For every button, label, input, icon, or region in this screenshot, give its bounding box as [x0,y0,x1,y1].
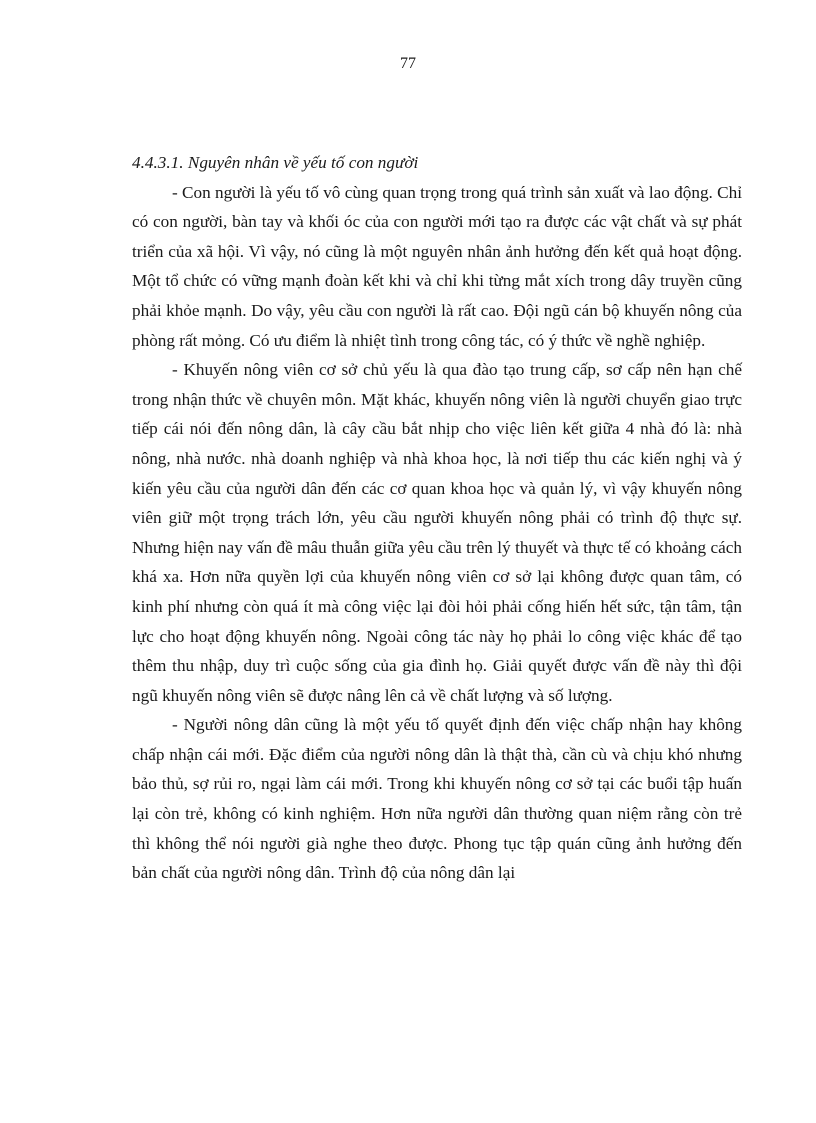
paragraph-farmers: - Người nông dân cũng là một yếu tố quyết định đến việc chấp nhận hay không chấp nhận cái mới. Đặc điểm của người nông dân là thật thà, cần cù và chịu khó nhưng bảo thủ, sợ rủi ro, ngại làm cái mới. Trong khi khuyến nông cơ sở tại các buổi tập huấn lại còn trẻ, không có kinh nghiệm. Hơn nữa người dân thường quan niệm rằng còn trẻ thì không thể nói người già nghe theo được. Phong tục tập quán cũng ảnh hưởng đến bản chất của người nông dân. Trình độ của nông dân lại [132,715,742,883]
paragraph-extension-workers: - Khuyến nông viên cơ sở chủ yếu là qua đào tạo trung cấp, sơ cấp nên hạn chế trong nhận thức về chuyên môn. Mặt khác, khuyến nông viên là người chuyển giao trực tiếp cái nói đến nông dân, là cây cầu bắt nhịp cho việc liên kết giữa 4 nhà đó là: nhà nông, nhà nước. nhà doanh nghiệp và nhà khoa học, là nơi tiếp thu các kiến nghị và ý kiến yêu cầu của người dân đến các cơ quan khoa học và quản lý, vì vậy khuyến nông viên giữ một trọng trách lớn, yêu cầu người khuyến nông phải có trình độ thực sự. Nhưng hiện nay vấn đề mâu thuẫn giữa yêu cầu trên lý thuyết và thực tế có khoảng cách khá xa. Hơn nữa quyền lợi của khuyến nông viên cơ sở lại không được quan tâm, có kinh phí nhưng còn quá ít mà công việc lại đòi hỏi phải cống hiến hết sức, tận tâm, tận lực cho hoạt động khuyến nông. Ngoài công tác này họ phải lo công việc khác để tạo thêm thu nhập, duy trì cuộc sống của gia đình họ. Giải quyết được vấn đề này thì đội ngũ khuyến nông viên sẽ được nâng lên cả về chất lượng và số lượng. [132,360,742,705]
page-number: 77 [400,55,416,72]
paragraph-human-factor: - Con người là yếu tố vô cùng quan trọng trong quá trình sản xuất và lao động. Chỉ có con người, bàn tay và khối óc của con người mới tạo ra được các vật chất và sự phát triển của xã hội. Vì vậy, nó cũng là một nguyên nhân ảnh hưởng đến kết quả hoạt động. Một tổ chức có vững mạnh đoàn kết khi và chỉ khi từng mắt xích trong dây truyền cũng phải khỏe mạnh. Do vậy, yêu cầu con người là rất cao. Đội ngũ cán bộ khuyến nông của phòng rất mỏng. Có ưu điểm là nhiệt tình trong công tác, có ý thức về nghề nghiệp. [132,182,742,350]
section-heading: 4.4.3.1. Nguyên nhân về yếu tố con người [132,153,419,172]
document-body [132,148,742,888]
